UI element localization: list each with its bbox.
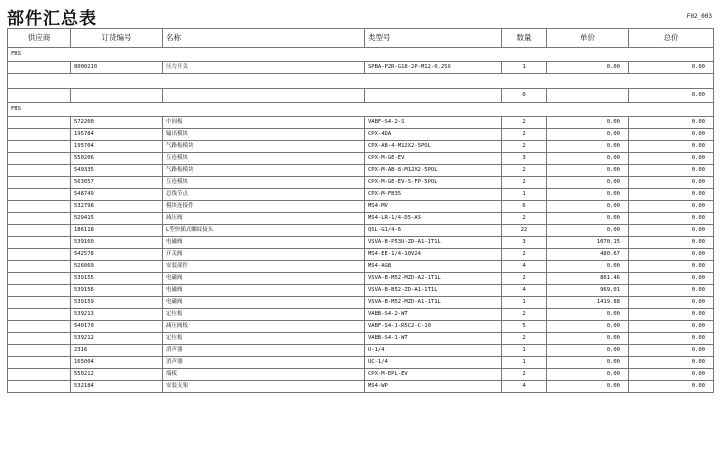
quantity-cell: 2 [502,141,547,153]
supplier-group-row [8,103,714,117]
part-name-cell: 减压阀板 [163,321,365,333]
unit-price-cell: 0.00 [547,141,629,153]
quantity-cell: 2 [502,369,547,381]
table-row [8,117,714,129]
supplier-cell [8,141,71,153]
unit-price-cell: 0.00 [547,153,629,165]
quantity-cell: 1 [502,345,547,357]
quantity-cell: 2 [502,273,547,285]
type-number-cell: VABB-S4-1-WT [365,333,502,345]
supplier-cell [8,369,71,381]
total-price-cell: 0.00 [629,309,714,321]
unit-price-cell: 0.00 [547,261,629,273]
part-name-cell: 互连模块 [163,177,365,189]
table-row [8,141,714,153]
type-number-cell: CPX-M-GE-EV [365,153,502,165]
quantity-cell: 5 [502,321,547,333]
table-row [8,285,714,297]
supplier-cell [8,261,71,273]
part-name-cell: 端板 [163,369,365,381]
part-name-cell: 减压阀 [163,213,365,225]
total-price-cell: 0.00 [629,261,714,273]
table-row [8,261,714,273]
order-number-cell [71,89,163,103]
type-number-cell: CPX-AB-4-M12X2-5POL [365,141,502,153]
quantity-cell: 2 [502,117,547,129]
supplier-cell [8,309,71,321]
total-price-cell: 0.00 [629,357,714,369]
order-number-cell: 8000210 [71,62,163,74]
type-number-cell: VABF-S4-1-R5C2-C-10 [365,321,502,333]
supplier-cell [8,285,71,297]
col-supplier: 供应商 [8,29,71,48]
table-row [8,165,714,177]
total-price-cell: 0.00 [629,165,714,177]
unit-price-cell: 0.00 [547,309,629,321]
type-number-cell: CPX-M-GE-EV-S-FP-5POL [365,177,502,189]
subtotal-qty-cell: 0 [502,89,547,103]
order-number-cell: 549335 [71,165,163,177]
table-row [8,357,714,369]
total-price-cell: 0.00 [629,225,714,237]
quantity-cell: 3 [502,237,547,249]
table-row [8,201,714,213]
total-price-cell: 0.00 [629,117,714,129]
supplier-cell [8,129,71,141]
table-row [8,129,714,141]
supplier-name: FBS [8,103,714,117]
part-name-cell: 安装支架 [163,381,365,393]
order-number-cell: 195784 [71,129,163,141]
order-number-cell: 539213 [71,309,163,321]
supplier-cell [8,237,71,249]
total-price-cell: 0.00 [629,321,714,333]
unit-price-cell [547,89,629,103]
quantity-cell: 22 [502,225,547,237]
order-number-cell: 186118 [71,225,163,237]
order-number-cell: 539156 [71,285,163,297]
part-name-cell: 电磁阀 [163,285,365,297]
quantity-cell: 3 [502,153,547,165]
part-name-cell: L型快插式螺纹接头 [163,225,365,237]
unit-price-cell: 0.00 [547,225,629,237]
table-row [8,249,714,261]
quantity-cell: 1 [502,62,547,74]
quantity-cell: 2 [502,213,547,225]
quantity-cell: 4 [502,381,547,393]
order-number-cell: 195704 [71,141,163,153]
unit-price-cell: 1070.15 [547,237,629,249]
table-row [8,369,714,381]
order-number-cell: 532798 [71,201,163,213]
type-number-cell: SPBA-P2R-G18-2P-M12-0.25X [365,62,502,74]
type-number-cell: CPX-M-EPL-EV [365,369,502,381]
subtotal-total-cell: 0.00 [629,89,714,103]
type-number-cell: CPX-M-FB35 [365,189,502,201]
parts-table [7,28,714,393]
order-number-cell: 563057 [71,177,163,189]
total-price-cell: 0.00 [629,237,714,249]
unit-price-cell: 0.00 [547,189,629,201]
order-number-cell: 550212 [71,369,163,381]
type-number-cell: VSVA-B-P53U-ZD-A1-1T1L [365,237,502,249]
quantity-cell: 1 [502,297,547,309]
total-price-cell: 0.00 [629,201,714,213]
table-row [8,333,714,345]
part-name-cell: 模块连接件 [163,201,365,213]
blank-row [8,74,714,89]
supplier-cell [8,89,71,103]
type-number-cell [365,89,502,103]
total-price-cell: 0.00 [629,285,714,297]
table-row [8,177,714,189]
order-number-cell: 539159 [71,297,163,309]
page-title: 部件汇总表 [7,9,97,29]
quantity-cell: 4 [502,261,547,273]
subtotal-row [8,89,714,103]
table-row [8,237,714,249]
quantity-cell: 2 [502,309,547,321]
table-row [8,321,714,333]
supplier-cell [8,117,71,129]
type-number-cell: MS4-WP [365,381,502,393]
unit-price-cell: 861.46 [547,273,629,285]
supplier-cell [8,357,71,369]
quantity-cell: 1 [502,189,547,201]
table-row [8,153,714,165]
order-number-cell: 2316 [71,345,163,357]
unit-price-cell: 0.00 [547,345,629,357]
supplier-cell [8,249,71,261]
part-name-cell: 气路板模块 [163,141,365,153]
quantity-cell: 6 [502,201,547,213]
quantity-cell: 2 [502,165,547,177]
total-price-cell: 0.00 [629,141,714,153]
col-total: 总价 [629,29,714,48]
part-name-cell: 安装部件 [163,261,365,273]
part-name-cell: 互连模块 [163,153,365,165]
supplier-cell [8,62,71,74]
part-name-cell: 消声器 [163,345,365,357]
unit-price-cell: 0.00 [547,117,629,129]
table-row [8,309,714,321]
order-number-cell: 550206 [71,153,163,165]
part-name-cell: 电磁阀 [163,237,365,249]
total-price-cell: 0.00 [629,189,714,201]
supplier-cell [8,273,71,285]
table-row [8,273,714,285]
type-number-cell: MS4-LR-1/4-D5-AS [365,213,502,225]
part-name-cell: 定位板 [163,333,365,345]
quantity-cell: 2 [502,249,547,261]
order-number-cell: 539155 [71,273,163,285]
supplier-cell [8,333,71,345]
order-number-cell: 165004 [71,357,163,369]
supplier-cell [8,165,71,177]
type-number-cell: CPX-M-AB-8-M12X2-5POL [365,165,502,177]
table-row [8,62,714,74]
total-price-cell: 0.00 [629,177,714,189]
unit-price-cell: 1419.88 [547,297,629,309]
supplier-group-row [8,48,714,62]
total-price-cell: 0.00 [629,213,714,225]
col-order-number: 订货编号 [71,29,163,48]
part-name-cell [163,89,365,103]
table-row [8,189,714,201]
unit-price-cell: 969.01 [547,285,629,297]
supplier-cell [8,189,71,201]
unit-price-cell: 0.00 [547,381,629,393]
unit-price-cell: 0.00 [547,333,629,345]
unit-price-cell: 0.00 [547,369,629,381]
order-number-cell: 542578 [71,249,163,261]
supplier-cell [8,153,71,165]
unit-price-cell: 0.00 [547,165,629,177]
type-number-cell: U-1/4 [365,345,502,357]
order-number-cell: 548749 [71,189,163,201]
supplier-cell [8,345,71,357]
unit-price-cell: 0.00 [547,357,629,369]
type-number-cell: VSVA-B-M52-MZD-A2-1T1L [365,273,502,285]
unit-price-cell: 480.67 [547,249,629,261]
total-price-cell: 0.00 [629,381,714,393]
order-number-cell: 529415 [71,213,163,225]
type-number-cell: UC-1/4 [365,357,502,369]
total-price-cell: 0.00 [629,333,714,345]
type-number-cell: VABF-S4-2-S [365,117,502,129]
order-number-cell: 526069 [71,261,163,273]
total-price-cell: 0.00 [629,297,714,309]
part-name-cell: 总线节点 [163,189,365,201]
unit-price-cell: 0.00 [547,321,629,333]
part-name-cell: 电磁阀 [163,297,365,309]
total-price-cell: 0.00 [629,153,714,165]
supplier-cell [8,225,71,237]
quantity-cell: 2 [502,333,547,345]
total-price-cell: 0.00 [629,273,714,285]
supplier-name: FBS [8,48,714,62]
supplier-cell [8,213,71,225]
unit-price-cell: 0.00 [547,177,629,189]
total-price-cell: 0.00 [629,249,714,261]
type-number-cell: CPX-4DA [365,129,502,141]
quantity-cell: 1 [502,357,547,369]
total-price-cell: 0.00 [629,369,714,381]
col-type: 类型号 [365,29,502,48]
order-number-cell: 532184 [71,381,163,393]
order-number-cell: 539160 [71,237,163,249]
table-row [8,345,714,357]
part-name-cell: 中间板 [163,117,365,129]
part-name-cell: 定位板 [163,309,365,321]
col-qty: 数量 [502,29,547,48]
order-number-cell: 539212 [71,333,163,345]
table-row [8,297,714,309]
table-row [8,381,714,393]
part-name-cell: 开关阀 [163,249,365,261]
part-name-cell: 压力开关 [163,62,365,74]
total-price-cell: 0.00 [629,62,714,74]
table-row [8,225,714,237]
blank-cell [8,74,714,89]
col-name: 名称 [163,29,365,48]
supplier-cell [8,381,71,393]
type-number-cell: VSVA-B-B52-ZD-A1-1T1L [365,285,502,297]
total-price-cell: 0.00 [629,129,714,141]
order-number-cell: 540170 [71,321,163,333]
quantity-cell: 2 [502,177,547,189]
unit-price-cell: 0.00 [547,129,629,141]
table-body [8,48,714,393]
type-number-cell: MS4-EE-1/4-10V24 [365,249,502,261]
unit-price-cell: 0.00 [547,201,629,213]
unit-price-cell: 0.00 [547,213,629,225]
type-number-cell: VABB-S4-2-WT [365,309,502,321]
supplier-cell [8,201,71,213]
type-number-cell: VSVA-B-M52-MZD-A1-1T1L [365,297,502,309]
order-number-cell: 572200 [71,117,163,129]
type-number-cell: QSL-G1/4-6 [365,225,502,237]
header-row [8,29,714,48]
part-name-cell: 消声器 [163,357,365,369]
supplier-cell [8,321,71,333]
supplier-cell [8,297,71,309]
col-price: 单价 [547,29,629,48]
type-number-cell: MS4-MV [365,201,502,213]
type-number-cell: MS4-AGB [365,261,502,273]
document-code: F02_003 [686,13,712,20]
quantity-cell: 4 [502,285,547,297]
part-name-cell: 电磁阀 [163,273,365,285]
total-price-cell: 0.00 [629,345,714,357]
unit-price-cell: 0.00 [547,62,629,74]
supplier-cell [8,177,71,189]
part-name-cell: 输出模块 [163,129,365,141]
quantity-cell: 2 [502,129,547,141]
part-name-cell: 气路板模块 [163,165,365,177]
table-row [8,213,714,225]
